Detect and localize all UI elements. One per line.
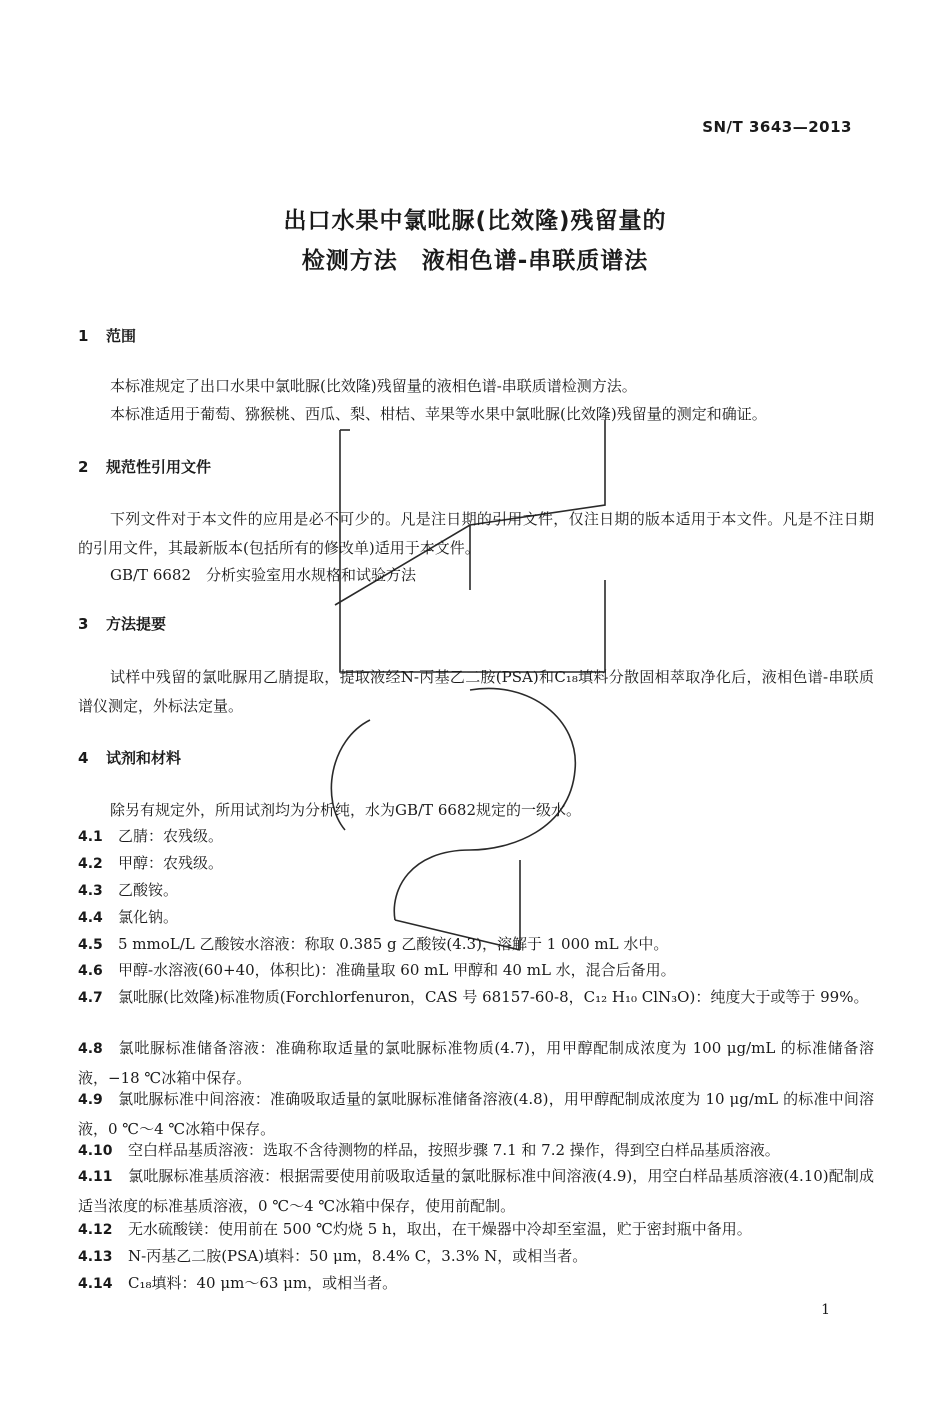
section-1-para-2: 本标准适用于葡萄、猕猴桃、西瓜、梨、柑桔、苹果等水果中氯吡脲(比效隆)残留量的测定和确证。 — [110, 405, 767, 423]
item-number: 4.10 — [78, 1143, 113, 1159]
item-number: 4.6 — [78, 963, 103, 979]
section-number: 3 — [78, 615, 89, 633]
list-item — [78, 876, 874, 906]
item-text: 甲醇-水溶液(60+40，体积比)：准确量取 60 mL 甲醇和 40 mL 水，混合后备用。 — [118, 961, 676, 979]
item-number: 4.4 — [78, 910, 103, 926]
item-text: 氯吡脲标准基质溶液：根据需要使用前吸取适量的氯吡脲标准中间溶液(4.9)，用空白样品基质溶液(4.10)配制成适当浓度的标准基质溶液，0 ℃～4 ℃冰箱中保存，使用前配制。 — [78, 1167, 874, 1215]
section-1-para-1: 本标准规定了出口水果中氯吡脲(比效隆)残留量的液相色谱-串联质谱检测方法。 — [110, 377, 637, 395]
item-number: 4.13 — [78, 1249, 113, 1265]
list-item — [78, 849, 874, 879]
list-item — [78, 983, 874, 1013]
section-title: 方法提要 — [106, 615, 167, 633]
section-2-reference: GB/T 6682 分析实验室用水规格和试验方法 — [110, 566, 417, 584]
item-number: 4.14 — [78, 1276, 113, 1292]
item-text: 氯吡脲标准储备溶液：准确称取适量的氯吡脲标准物质(4.7)，用甲醇配制成浓度为 100 μg/mL 的标准储备溶液，−18 ℃冰箱中保存。 — [78, 1039, 874, 1087]
item-text: 无水硫酸镁：使用前在 500 ℃灼烧 5 h，取出，在干燥器中冷却至室温，贮于密封瓶中备用。 — [128, 1220, 752, 1238]
item-text: 乙腈：农残级。 — [118, 827, 224, 845]
section-number: 1 — [78, 327, 89, 345]
item-text: 乙酸铵。 — [118, 881, 179, 899]
standard-number: SN/T 3643—2013 — [702, 118, 852, 136]
list-item — [78, 1162, 874, 1221]
item-text: 5 mmoL/L 乙酸铵水溶液：称取 0.385 g 乙酸铵(4.3)，溶解于 1 000 mL 水中。 — [118, 935, 669, 953]
list-item — [78, 956, 874, 986]
list-item — [78, 1242, 874, 1272]
document-title-line2: 检测方法 液相色谱-串联质谱法 — [301, 248, 649, 274]
item-number: 4.2 — [78, 856, 103, 872]
section-2-para-1: 下列文件对于本文件的应用是必不可少的。凡是注日期的引用文件，仅注日期的版本适用于本文件。凡是不注日期的引用文件，其最新版本(包括所有的修改单)适用于本文件。 — [78, 510, 874, 557]
page-number: 1 — [821, 1302, 830, 1318]
section-4-heading — [78, 747, 181, 768]
item-text: 氯化钠。 — [118, 908, 179, 926]
list-item — [78, 903, 874, 933]
item-number: 4.9 — [78, 1092, 103, 1108]
item-number: 4.7 — [78, 990, 103, 1006]
item-text: N-丙基乙二胺(PSA)填料：50 μm，8.4% C，3.3% N，或相当者。 — [128, 1247, 588, 1265]
section-title: 试剂和材料 — [106, 749, 182, 767]
document-title-line1: 出口水果中氯吡脲(比效隆)残留量的 — [283, 208, 667, 234]
list-item — [78, 1215, 874, 1245]
item-number: 4.5 — [78, 937, 103, 953]
section-3-para-1: 试样中残留的氯吡脲用乙腈提取，提取液经N-丙基乙二胺(PSA)和C₁₈填料分散固相萃取净化后，液相色谱-串联质谱仪测定，外标法定量。 — [78, 668, 874, 715]
section-number: 2 — [78, 458, 89, 476]
item-number: 4.11 — [78, 1169, 113, 1185]
item-text: 甲醇：农残级。 — [118, 854, 224, 872]
section-2-heading — [78, 456, 211, 477]
list-item — [78, 1269, 874, 1299]
item-number: 4.3 — [78, 883, 103, 899]
item-text: 空白样品基质溶液：选取不含待测物的样品，按照步骤 7.1 和 7.2 操作，得到空白样品基质溶液。 — [128, 1141, 780, 1159]
item-number: 4.1 — [78, 829, 103, 845]
item-text: 氯吡脲(比效隆)标准物质(Forchlorfenuron，CAS 号 68157-60-8，C₁₂ H₁₀ ClN₃O)：纯度大于或等于 99%。 — [118, 988, 869, 1006]
list-item — [78, 822, 874, 852]
item-text: C₁₈填料：40 μm～63 μm，或相当者。 — [128, 1274, 398, 1292]
item-text: 氯吡脲标准中间溶液：准确吸取适量的氯吡脲标准储备溶液(4.8)，用甲醇配制成浓度为 10 μg/mL 的标准中间溶液，0 ℃～4 ℃冰箱中保存。 — [78, 1090, 874, 1138]
section-title: 规范性引用文件 — [106, 458, 212, 476]
section-1-heading — [78, 325, 136, 346]
section-4-intro: 除另有规定外，所用试剂均为分析纯，水为GB/T 6682规定的一级水。 — [110, 801, 582, 819]
section-title: 范围 — [106, 327, 137, 345]
section-number: 4 — [78, 749, 89, 767]
section-3-heading — [78, 613, 166, 634]
item-number: 4.8 — [78, 1041, 103, 1057]
item-number: 4.12 — [78, 1222, 113, 1238]
